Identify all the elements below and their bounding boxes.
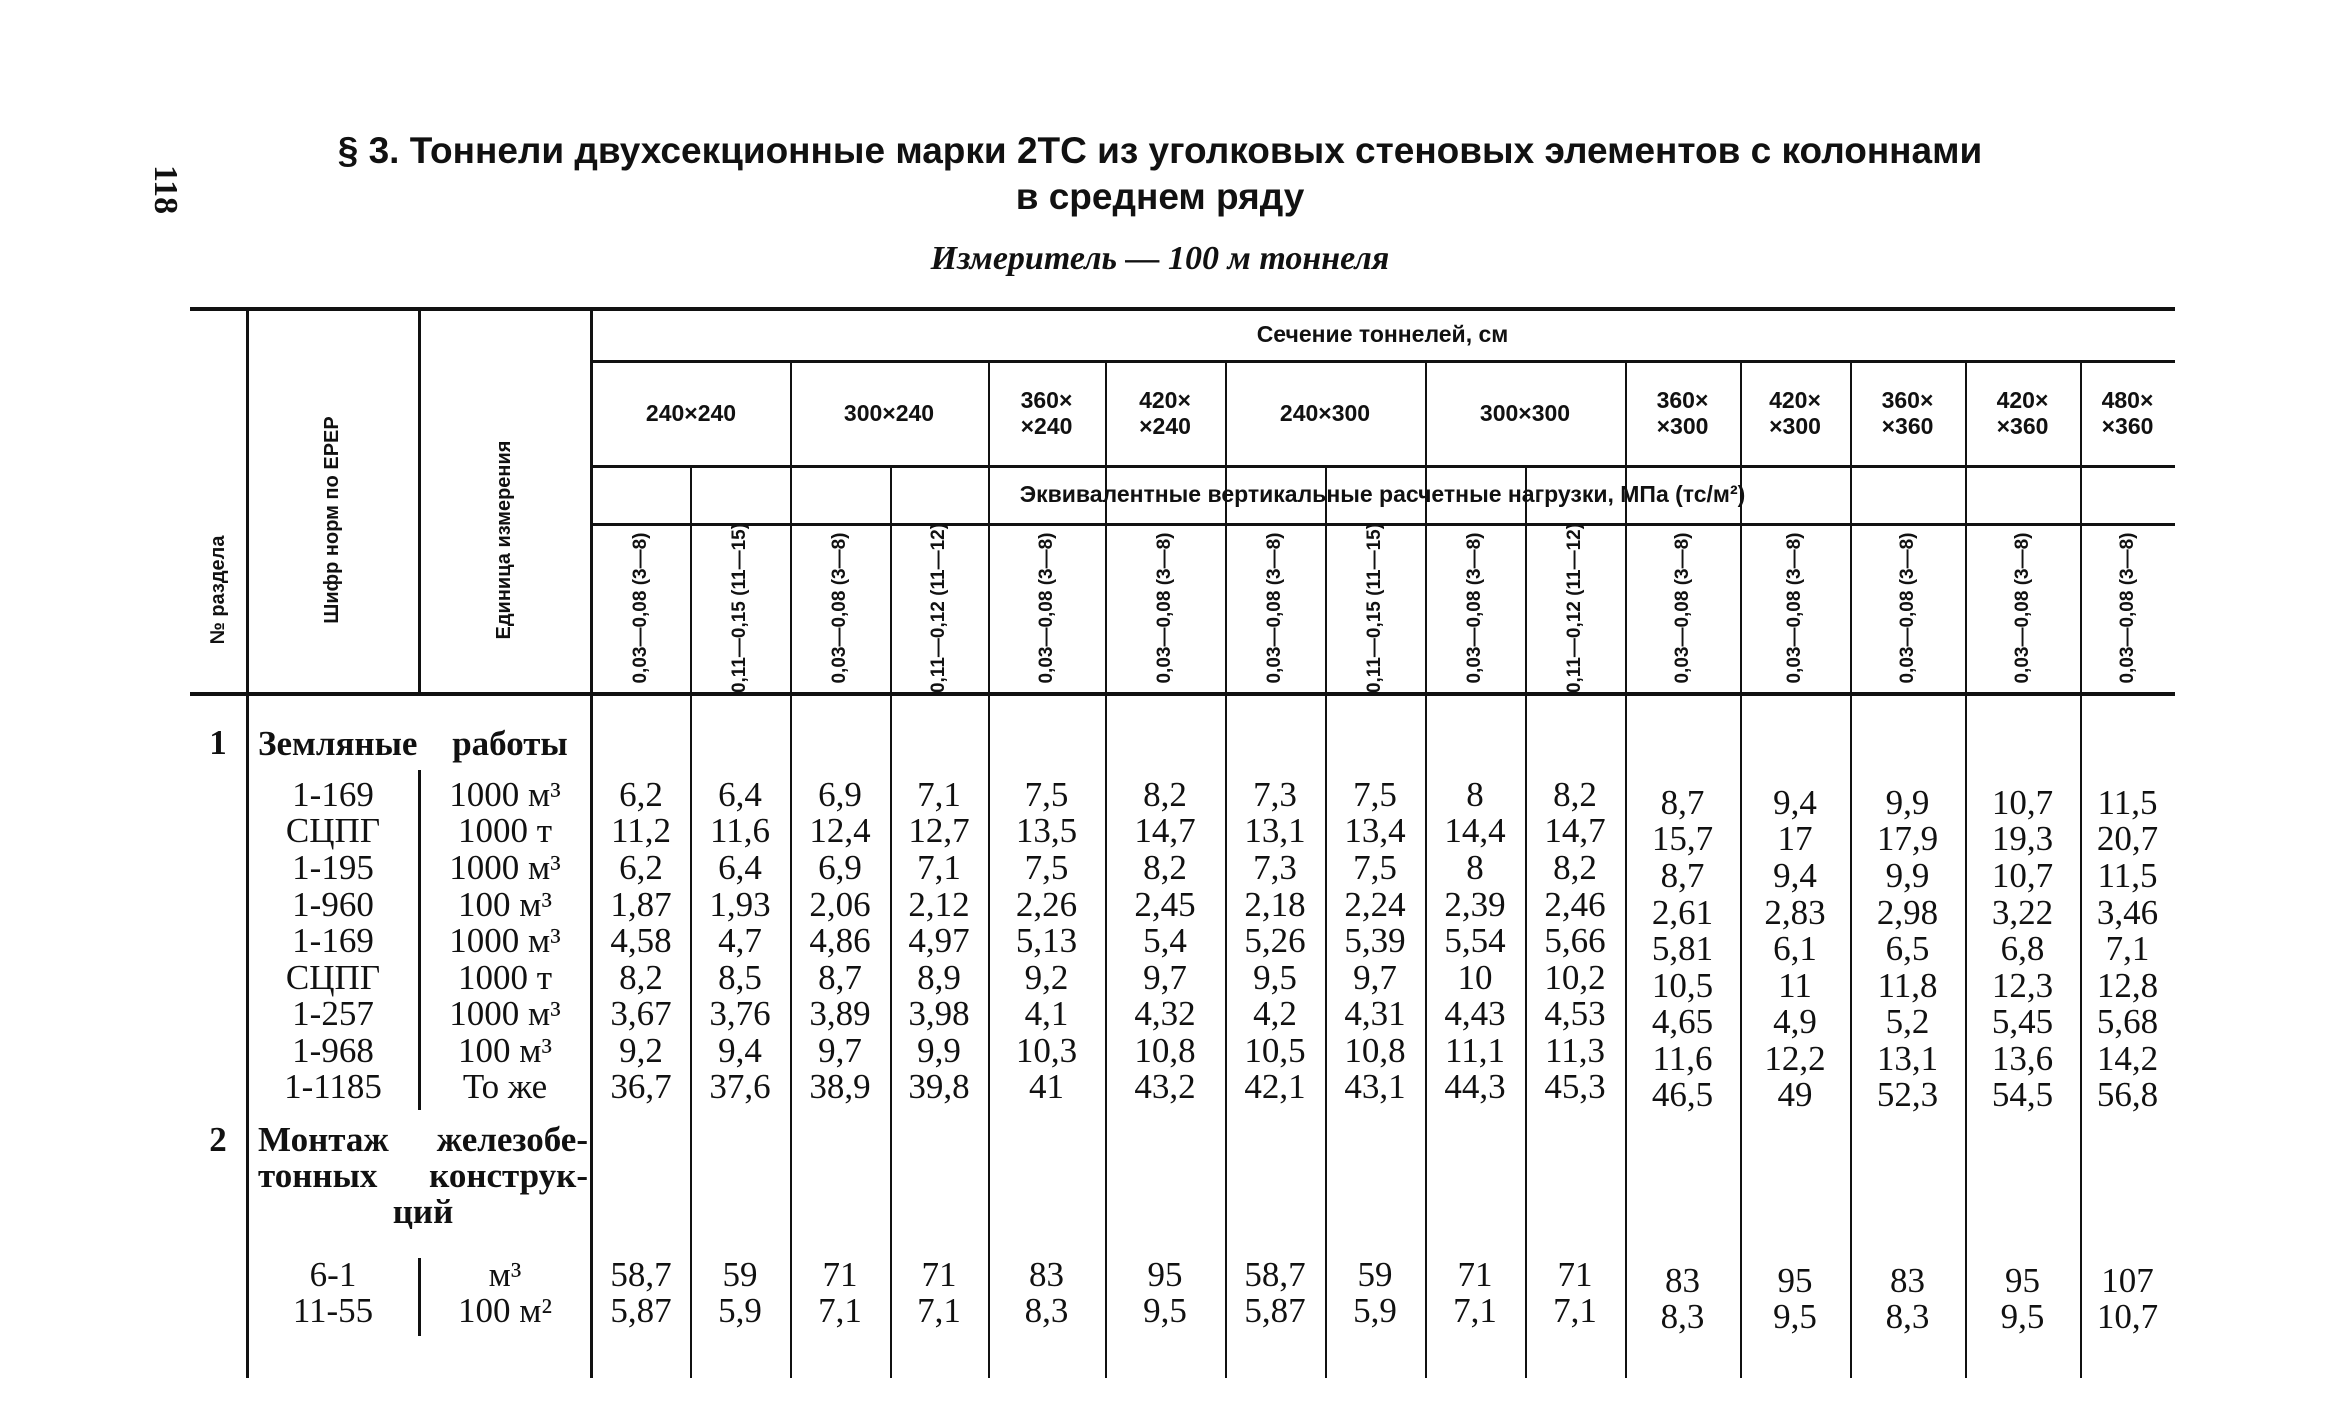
value-cell: 42,1: [1244, 1067, 1306, 1106]
value-cell: 8,5: [718, 958, 762, 997]
section-title: Земляные работы: [258, 724, 568, 763]
value-cell: 58,7: [1244, 1255, 1306, 1294]
value-cell: 1,93: [709, 885, 771, 924]
value-cell: 46,5: [1651, 1075, 1714, 1114]
code-unit-rule: [418, 1258, 421, 1336]
value-cell: 95: [1777, 1261, 1813, 1300]
value-cell: 7,1: [917, 775, 961, 814]
load-column-header: 0,03—0,08 (3—8): [1896, 531, 1918, 684]
value-cell: 59: [722, 1255, 758, 1294]
value-cell: 2,45: [1134, 885, 1196, 924]
norm-code: 1-1185: [284, 1067, 382, 1106]
value-cell: 2,61: [1651, 893, 1714, 932]
value-cell: 7,3: [1253, 775, 1297, 814]
value-cell: 4,7: [718, 921, 762, 960]
value-cell: 10: [1457, 958, 1493, 997]
value-cell: 8,2: [1143, 775, 1187, 814]
page-number: 118: [147, 165, 184, 215]
value-cell: 6,2: [619, 775, 663, 814]
value-cell: 13,4: [1344, 811, 1406, 850]
value-cell: 2,98: [1876, 893, 1939, 932]
norm-code: 1-960: [292, 885, 374, 924]
value-cell: 8,2: [1553, 848, 1597, 887]
value-cell: 12,8: [2096, 966, 2159, 1005]
value-cell: 17,9: [1876, 819, 1939, 858]
unit-cell: То же: [462, 1067, 548, 1106]
section-title-line: ций: [392, 1192, 454, 1231]
norm-code: 1-257: [292, 994, 374, 1033]
value-cell: 6,2: [619, 848, 663, 887]
value-cell: 4,58: [610, 921, 672, 960]
load-column-header: 0,03—0,08 (3—8): [829, 531, 850, 684]
load-column-header: 0,03—0,08 (3—8): [2011, 531, 2033, 684]
value-cell: 5,68: [2096, 1002, 2159, 1041]
section-number: 1: [209, 723, 227, 762]
norm-code: СЦПГ: [285, 958, 381, 997]
size-group-header: 240×300: [1279, 399, 1371, 426]
left-column-rule: [246, 307, 249, 1378]
load-column-header: 0,11—0,15 (11—15): [1364, 522, 1385, 693]
measure-subtitle: Измеритель — 100 м тоннеля: [930, 240, 1390, 277]
value-cell: 8,7: [818, 958, 862, 997]
header-unit: Единица измерения: [493, 440, 515, 640]
value-cell: 4,31: [1344, 994, 1406, 1033]
value-cell: 59: [1357, 1255, 1393, 1294]
size-group-header: 300×300: [1479, 399, 1571, 426]
value-cell: 12,4: [809, 811, 871, 850]
value-cell: 7,5: [1024, 848, 1069, 887]
value-cell: 12,7: [908, 811, 970, 850]
value-cell: 44,3: [1444, 1067, 1506, 1106]
value-cell: 11,8: [1877, 966, 1938, 1005]
load-column-header: 0,03—0,08 (3—8): [630, 531, 651, 684]
value-cell: 5,66: [1544, 921, 1606, 960]
value-cell: 2,46: [1544, 885, 1606, 924]
value-cell: 4,97: [908, 921, 970, 960]
value-cell: 7,1: [1553, 1291, 1597, 1330]
value-cell: 2,26: [1015, 885, 1078, 924]
value-cell: 7,3: [1253, 848, 1297, 887]
value-cell: 11,1: [1445, 1031, 1505, 1070]
value-cell: 9,5: [1773, 1297, 1817, 1336]
value-cell: 45,3: [1544, 1067, 1606, 1106]
value-cell: 12,3: [1991, 966, 2054, 1005]
value-cell: 6,8: [2000, 929, 2045, 968]
value-cell: 11,5: [2097, 783, 2158, 822]
value-cell: 3,89: [809, 994, 871, 1033]
value-cell: 13,1: [1876, 1039, 1939, 1078]
value-cell: 9,5: [2000, 1297, 2045, 1336]
value-cell: 20,7: [2096, 819, 2159, 858]
value-cell: 8,2: [1553, 775, 1597, 814]
value-cell: 6,4: [718, 775, 762, 814]
value-cell: 71: [921, 1255, 957, 1294]
value-cell: 52,3: [1876, 1075, 1939, 1114]
code-column-rule: [418, 307, 421, 692]
value-cell: 2,83: [1764, 893, 1826, 932]
value-cell: 6,4: [718, 848, 762, 887]
unit-cell: 100 м³: [458, 885, 552, 924]
value-cell: 9,9: [917, 1031, 961, 1070]
value-cell: 9,7: [818, 1031, 862, 1070]
value-cell: 9,2: [1024, 958, 1069, 997]
norm-code: 1-195: [292, 848, 374, 887]
size-group-header: 360× ×300: [1656, 386, 1709, 439]
value-cell: 5,45: [1991, 1002, 2054, 1041]
value-cell: 10,5: [1651, 966, 1714, 1005]
value-cell: 5,2: [1885, 1002, 1930, 1041]
load-column-header: 0,03—0,08 (3—8): [1784, 531, 1805, 684]
value-cell: 10,7: [1991, 856, 2054, 895]
unit-cell: 1000 т: [457, 811, 553, 850]
value-cell: 43,2: [1134, 1067, 1196, 1106]
norm-code: 1-169: [292, 921, 374, 960]
value-cell: 9,4: [718, 1031, 762, 1070]
value-cell: 8,3: [1660, 1297, 1705, 1336]
norm-code: 6-1: [309, 1255, 357, 1294]
value-cell: 7,5: [1353, 848, 1397, 887]
load-column-header: 0,03—0,08 (3—8): [1464, 531, 1485, 684]
value-cell: 71: [822, 1255, 858, 1294]
value-cell: 3,22: [1991, 893, 2054, 932]
value-cell: 1,87: [610, 885, 672, 924]
value-cell: 11,6: [1652, 1039, 1713, 1078]
value-cell: 83: [1665, 1261, 1700, 1300]
value-cell: 14,7: [1134, 811, 1196, 850]
norm-code: СЦПГ: [285, 811, 381, 850]
norm-code: 1-968: [292, 1031, 374, 1070]
value-cell: 9,2: [619, 1031, 663, 1070]
value-cell: 12,2: [1764, 1039, 1826, 1078]
value-cell: 9,5: [1143, 1291, 1187, 1330]
load-column-header: 0,11—0,15 (11—15): [729, 522, 750, 693]
value-cell: 39,8: [908, 1067, 970, 1106]
value-cell: 83: [1029, 1255, 1064, 1294]
size-group-header: 300×240: [843, 399, 935, 426]
header-norm-code: Шифр норм по ЕРЕР: [321, 416, 343, 624]
value-cell: 54,5: [1991, 1075, 2054, 1114]
unit-cell: 1000 м³: [449, 994, 561, 1033]
value-cell: 6,9: [818, 775, 862, 814]
value-cell: 4,1: [1024, 994, 1069, 1033]
value-cell: 14,4: [1444, 811, 1506, 850]
value-cell: 38,9: [809, 1067, 871, 1106]
value-cell: 2,24: [1344, 885, 1406, 924]
value-cell: 5,9: [718, 1291, 762, 1330]
load-column-header: 0,03—0,08 (3—8): [1264, 531, 1285, 684]
value-cell: 14,2: [2096, 1039, 2159, 1078]
value-cell: 37,6: [709, 1067, 771, 1106]
value-cell: 56,8: [2096, 1075, 2159, 1114]
header-section-number: № раздела: [207, 535, 229, 645]
value-cell: 8,2: [1143, 848, 1187, 887]
unit-cell: 1000 т: [457, 958, 553, 997]
value-cell: 4,9: [1773, 1002, 1817, 1041]
value-cell: 95: [2005, 1261, 2040, 1300]
value-cell: 10,5: [1244, 1031, 1306, 1070]
value-cell: 5,13: [1015, 921, 1078, 960]
value-cell: 8,9: [917, 958, 961, 997]
section-number: 2: [209, 1120, 227, 1159]
value-cell: 9,5: [1253, 958, 1297, 997]
value-cell: 7,1: [1453, 1291, 1497, 1330]
load-column-header: 0,03—0,08 (3—8): [1035, 531, 1057, 684]
value-cell: 10,3: [1015, 1031, 1078, 1070]
value-cell: 7,1: [917, 1291, 961, 1330]
value-cell: 3,76: [709, 994, 771, 1033]
value-cell: 4,2: [1253, 994, 1297, 1033]
value-cell: 71: [1457, 1255, 1493, 1294]
section-title-line: тонных конструк-: [258, 1156, 588, 1195]
value-cell: 19,3: [1991, 819, 2054, 858]
load-column-header: 0,11—0,12 (11—12): [928, 522, 949, 693]
value-cell: 8,7: [1660, 783, 1705, 822]
size-group-header: 420× ×360: [1996, 386, 2049, 439]
value-cell: 6,9: [818, 848, 862, 887]
value-cell: 13,1: [1244, 811, 1306, 850]
unit-cell: 1000 м³: [449, 775, 561, 814]
header-loads: Эквивалентные вертикальные расчетные нагрузки, МПа (тс/м²): [1019, 481, 1746, 507]
value-cell: 11,2: [611, 811, 671, 850]
value-cell: 5,87: [1244, 1291, 1306, 1330]
value-cell: 5,81: [1651, 929, 1714, 968]
value-cell: 4,65: [1651, 1002, 1714, 1041]
value-cell: 3,98: [908, 994, 970, 1033]
value-cell: 10,7: [2096, 1297, 2159, 1336]
size-group-header: 360× ×240: [1020, 386, 1073, 439]
title-line-2: в среднем ряду: [1015, 176, 1305, 217]
norm-code: 1-169: [292, 775, 374, 814]
value-cell: 7,5: [1353, 775, 1397, 814]
value-cell: 49: [1777, 1075, 1813, 1114]
value-cell: 10,8: [1134, 1031, 1196, 1070]
load-column-header: 0,03—0,08 (3—8): [1671, 531, 1693, 684]
value-cell: 11,5: [2097, 856, 2158, 895]
value-cell: 6,5: [1885, 929, 1930, 968]
header-bottom-rule: [190, 692, 2175, 696]
value-cell: 7,1: [818, 1291, 862, 1330]
value-cell: 6,1: [1773, 929, 1817, 968]
unit-cell: 1000 м³: [449, 921, 561, 960]
value-cell: 5,4: [1143, 921, 1187, 960]
value-cell: 8: [1466, 775, 1484, 814]
value-cell: 2,18: [1244, 885, 1306, 924]
value-cell: 4,53: [1544, 994, 1606, 1033]
value-cell: 15,7: [1651, 819, 1714, 858]
value-cell: 43,1: [1344, 1067, 1406, 1106]
unit-cell: 100 м³: [458, 1031, 552, 1070]
value-cell: 5,9: [1353, 1291, 1397, 1330]
value-cell: 8,3: [1885, 1297, 1930, 1336]
value-cell: 41: [1029, 1067, 1064, 1106]
header-cross-section: Сечение тоннелей, см: [1256, 320, 1509, 347]
value-cell: 13,5: [1015, 811, 1078, 850]
value-cell: 11: [1778, 966, 1812, 1005]
value-cell: 14,7: [1544, 811, 1606, 850]
value-cell: 9,4: [1773, 783, 1817, 822]
value-cell: 3,46: [2096, 893, 2159, 932]
load-column-header: 0,11—0,12 (11—12): [1564, 522, 1585, 693]
value-cell: 58,7: [610, 1255, 672, 1294]
size-group-header: 420× ×300: [1769, 386, 1821, 439]
load-column-header: 0,03—0,08 (3—8): [1154, 531, 1175, 684]
value-cell: 107: [2101, 1261, 2154, 1300]
unit-cell: 100 м²: [458, 1291, 552, 1330]
value-cell: 13,6: [1991, 1039, 2054, 1078]
value-cell: 10,2: [1544, 958, 1606, 997]
value-cell: 95: [1147, 1255, 1183, 1294]
value-cell: 4,43: [1444, 994, 1506, 1033]
value-cell: 2,12: [908, 885, 970, 924]
value-cell: 7,1: [917, 848, 961, 887]
unit-cell: 1000 м³: [449, 848, 561, 887]
value-cell: 4,32: [1134, 994, 1196, 1033]
value-cell: 10,7: [1991, 783, 2054, 822]
value-cell: 2,06: [809, 885, 871, 924]
value-cell: 4,86: [809, 921, 871, 960]
value-cell: 11,3: [1545, 1031, 1605, 1070]
value-cell: 8: [1466, 848, 1484, 887]
size-group-header: 420× ×240: [1139, 386, 1191, 439]
load-column-header: 0,03—0,08 (3—8): [2116, 531, 2138, 684]
value-cell: 2,39: [1444, 885, 1506, 924]
page-title: [200, 128, 2120, 220]
value-cell: 5,87: [610, 1291, 672, 1330]
value-cell: 71: [1557, 1255, 1593, 1294]
value-cell: 5,26: [1244, 921, 1306, 960]
value-cell: 9,9: [1885, 856, 1930, 895]
size-group-header: 480× ×360: [2101, 386, 2154, 439]
value-cell: 3,67: [610, 994, 672, 1033]
code-unit-rule: [418, 770, 421, 1110]
value-cell: 36,7: [610, 1067, 672, 1106]
value-cell: 5,54: [1444, 921, 1506, 960]
title-line-1: § 3. Тоннели двухсекционные марки 2ТС из уголковых стеновых элементов с колоннами: [337, 130, 1983, 171]
norm-code: 11-55: [292, 1291, 374, 1330]
value-cell: 7,5: [1024, 775, 1069, 814]
value-cell: 7,1: [2105, 929, 2150, 968]
value-cell: 5,39: [1344, 921, 1406, 960]
value-cell: 8,7: [1660, 856, 1705, 895]
value-cell: 9,7: [1143, 958, 1187, 997]
section-title-line: Монтаж железобе-: [258, 1120, 588, 1159]
value-cell: 8,3: [1024, 1291, 1069, 1330]
value-cell: 9,4: [1773, 856, 1817, 895]
value-cell: 11,6: [710, 811, 770, 850]
unit-cell: м³: [488, 1255, 522, 1294]
value-cell: 9,7: [1353, 958, 1397, 997]
size-group-header: 240×240: [645, 399, 737, 426]
value-cell: 8,2: [619, 958, 663, 997]
value-cell: 83: [1890, 1261, 1925, 1300]
value-cell: 10,8: [1344, 1031, 1406, 1070]
value-cell: 9,9: [1885, 783, 1930, 822]
value-cell: 17: [1777, 819, 1813, 858]
size-group-header: 360× ×360: [1881, 386, 1934, 439]
